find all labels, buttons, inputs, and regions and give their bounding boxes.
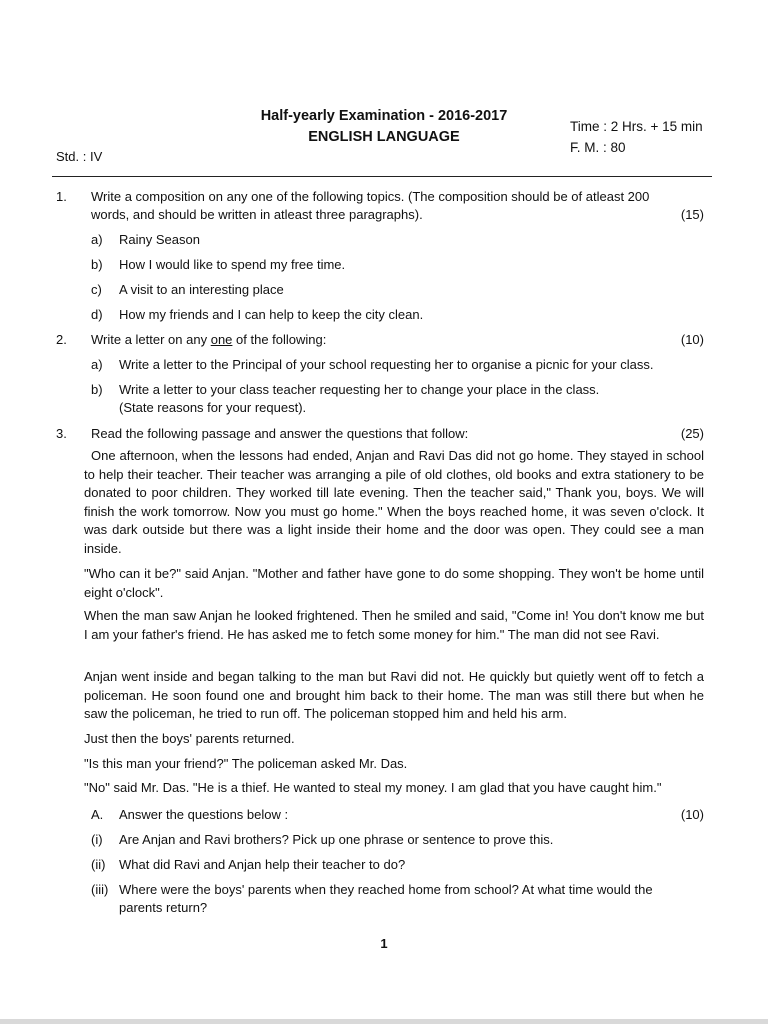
q1-option-label: b) [91, 257, 103, 272]
q3-text: Read the following passage and answer the questions that follow: [91, 426, 469, 441]
exam-title: Half-yearly Examination - 2016-2017 [260, 108, 508, 124]
q2-text-underlined: one [210, 332, 233, 347]
q1-option-text: A visit to an interesting place [119, 282, 284, 297]
q2-text-after: of the following: [232, 332, 327, 347]
page-bottom-edge [0, 1019, 768, 1024]
q2-option-text-cont: (State reasons for your request). [119, 400, 307, 415]
header-divider [52, 176, 712, 177]
passage-paragraph: "Is this man your friend?" The policeman asked Mr. Das. [84, 756, 408, 771]
passage-paragraph: One afternoon, when the lessons had ended, Anjan and Ravi Das did not go home. They stayed in school to help their teacher. Their teacher was arranging a pile of old clothes, old books and extra stationery to be donated to poor children. They worked till late evening. Then the teacher said," Thank you, boys. We will finish the work tomorrow. Now you must go home." When the boys reached home, it was seven o'clock. It was dark outside but there was a light inside their home and the door was open. They could see a man inside. [84, 448, 704, 556]
q3-number: 3. [56, 426, 67, 441]
passage-paragraph: Just then the boys' parents returned. [84, 731, 295, 746]
q2-text-before: Write a letter on any [91, 332, 211, 347]
q1-marks: (15) [680, 207, 704, 222]
page-number: 1 [380, 936, 388, 951]
sub-question-text-cont: parents return? [119, 900, 208, 915]
full-marks: F. M. : 80 [570, 140, 626, 155]
q1-number: 1. [56, 189, 67, 204]
q2-option-text: Write a letter to your class teacher requesting her to change your place in the class. [119, 382, 600, 397]
q1-text-line1: Write a composition on any one of the following topics. (The composition should be of atleast 200 [91, 189, 650, 204]
q2-text [91, 331, 326, 348]
passage-paragraph: When the man saw Anjan he looked frightened. Then he smiled and said, "Come in! You don't know me but I am your father's friend. He has asked me to fetch some money for him." The man did not see Ravi. [84, 608, 704, 642]
section-a-text: Answer the questions below : [119, 807, 289, 822]
time-allowed: Time : 2 Hrs. + 15 min [570, 119, 703, 134]
q3-marks: (25) [680, 426, 704, 441]
q1-option-label: d) [91, 307, 103, 322]
q1-option-text: How I would like to spend my free time. [119, 257, 346, 272]
q2-option-label: b) [91, 382, 103, 397]
sub-question-text: Are Anjan and Ravi brothers? Pick up one phrase or sentence to prove this. [119, 832, 554, 847]
passage-paragraph: "Who can it be?" said Anjan. "Mother and father have gone to do some shopping. They won't be home until eight o'clock". [84, 566, 704, 600]
section-a-label: A. [91, 807, 104, 822]
q1-option-label: a) [91, 232, 103, 247]
standard-label: Std. : IV [56, 149, 103, 164]
q2-option-label: a) [91, 357, 103, 372]
q1-option-text: How my friends and I can help to keep the city clean. [119, 307, 424, 322]
sub-question-label: (ii) [91, 857, 106, 872]
q1-text-line2: words, and should be written in atleast three paragraphs). [91, 207, 423, 222]
sub-question-text: What did Ravi and Anjan help their teacher to do? [119, 857, 406, 872]
section-a-marks: (10) [680, 807, 704, 822]
sub-question-text: Where were the boys' parents when they reached home from school? At what time would the [119, 882, 653, 897]
subject-title: ENGLISH LANGUAGE [308, 129, 460, 145]
q1-option-text: Rainy Season [119, 232, 200, 247]
sub-question-label: (iii) [91, 882, 109, 897]
q1-option-label: c) [91, 282, 102, 297]
sub-question-label: (i) [91, 832, 103, 847]
q2-marks: (10) [680, 332, 704, 347]
passage-paragraph: "No" said Mr. Das. "He is a thief. He wanted to steal my money. I am glad that you have caught him." [84, 780, 662, 795]
passage-paragraph: Anjan went inside and began talking to the man but Ravi did not. He quickly but quietly went off to fetch a policeman. He soon found one and brought him back to their home. The man was still there but when he saw the policeman, he tried to run off. The policeman stopped him and held his arm. [84, 669, 704, 722]
q2-option-text: Write a letter to the Principal of your school requesting her to organise a picnic for your class. [119, 357, 654, 372]
q2-number: 2. [56, 332, 67, 347]
